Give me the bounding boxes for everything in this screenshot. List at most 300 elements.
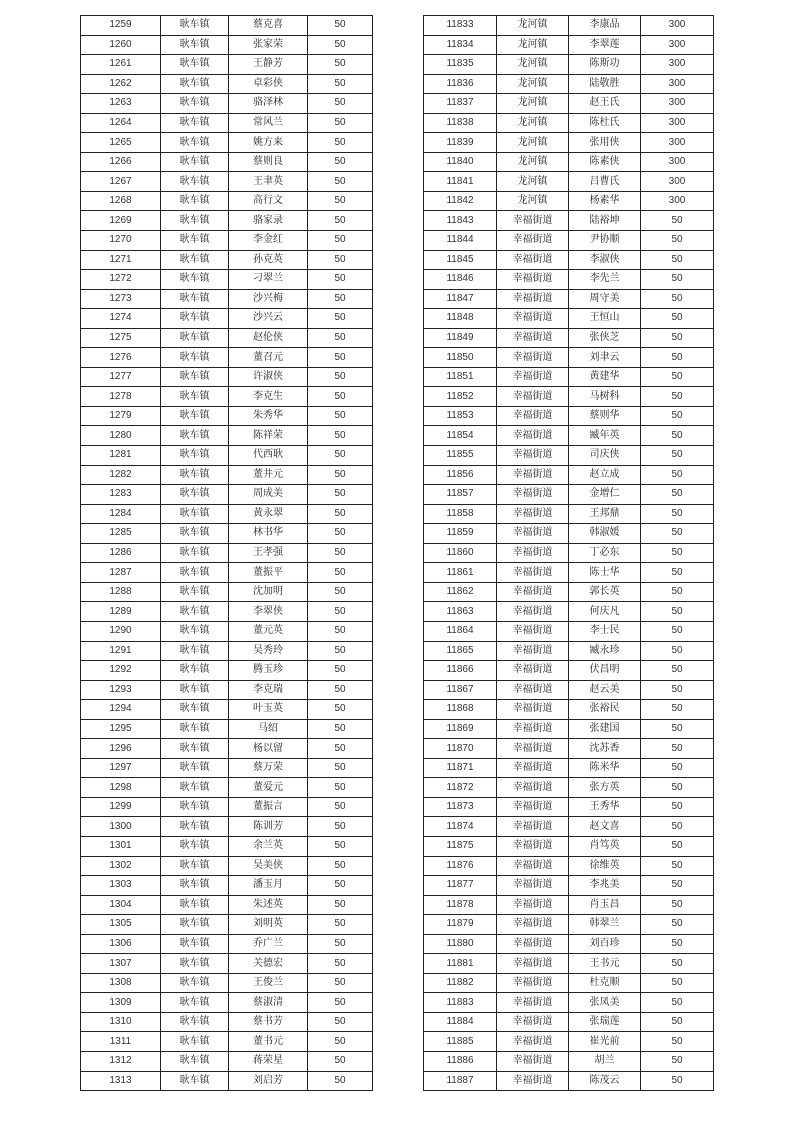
amount-cell: 50 [308, 817, 373, 837]
name-cell: 丁必东 [569, 543, 641, 563]
serial-number-cell: 1298 [81, 778, 161, 798]
amount-cell: 300 [641, 191, 714, 211]
table-row [424, 328, 714, 348]
name-cell: 赵伦侠 [229, 328, 308, 348]
amount-cell: 50 [308, 309, 373, 329]
town-cell: 幸福街道 [497, 270, 569, 290]
table-row [424, 602, 714, 622]
table-row [424, 446, 714, 466]
name-cell: 刘启芳 [229, 1071, 308, 1091]
serial-number-cell: 11846 [424, 270, 497, 290]
roster-table-right [423, 15, 714, 1091]
table-row [81, 35, 373, 55]
name-cell: 臧年英 [569, 426, 641, 446]
table-row [424, 250, 714, 270]
town-cell: 耿车镇 [161, 504, 229, 524]
table-row [424, 270, 714, 290]
table-row [81, 211, 373, 231]
table-row [81, 700, 373, 720]
town-cell: 龙河镇 [497, 35, 569, 55]
amount-cell: 50 [308, 641, 373, 661]
serial-number-cell: 11862 [424, 582, 497, 602]
amount-cell: 50 [308, 1051, 373, 1071]
table-row [81, 348, 373, 368]
name-cell: 肖笃英 [569, 836, 641, 856]
name-cell: 陈茂云 [569, 1071, 641, 1091]
serial-number-cell: 11839 [424, 133, 497, 153]
table-row [424, 172, 714, 192]
table-row [424, 543, 714, 563]
amount-cell: 50 [641, 563, 714, 583]
town-cell: 耿车镇 [161, 309, 229, 329]
town-cell: 幸福街道 [497, 661, 569, 681]
serial-number-cell: 1307 [81, 954, 161, 974]
serial-number-cell: 1310 [81, 1012, 161, 1032]
serial-number-cell: 11852 [424, 387, 497, 407]
amount-cell: 50 [641, 309, 714, 329]
town-cell: 耿车镇 [161, 1032, 229, 1052]
name-cell: 李翠莲 [569, 35, 641, 55]
amount-cell: 50 [641, 993, 714, 1013]
town-cell: 龙河镇 [497, 94, 569, 114]
amount-cell: 50 [308, 973, 373, 993]
name-cell: 吴美侠 [229, 856, 308, 876]
table-row [81, 758, 373, 778]
amount-cell: 50 [641, 387, 714, 407]
amount-cell: 50 [308, 406, 373, 426]
serial-number-cell: 1274 [81, 309, 161, 329]
amount-cell: 300 [641, 16, 714, 36]
name-cell: 何庆凡 [569, 602, 641, 622]
serial-number-cell: 1279 [81, 406, 161, 426]
table-row [424, 1012, 714, 1032]
table-row [81, 446, 373, 466]
serial-number-cell: 1277 [81, 367, 161, 387]
table-row [424, 836, 714, 856]
amount-cell: 50 [641, 797, 714, 817]
town-cell: 龙河镇 [497, 152, 569, 172]
town-cell: 耿车镇 [161, 915, 229, 935]
serial-number-cell: 1288 [81, 582, 161, 602]
serial-number-cell: 1289 [81, 602, 161, 622]
town-cell: 耿车镇 [161, 406, 229, 426]
town-cell: 幸福街道 [497, 328, 569, 348]
table-row [81, 524, 373, 544]
serial-number-cell: 1276 [81, 348, 161, 368]
name-cell: 沈加明 [229, 582, 308, 602]
town-cell: 幸福街道 [497, 1071, 569, 1091]
roster-table-left [80, 15, 373, 1091]
name-cell: 金增仁 [569, 485, 641, 505]
serial-number-cell: 11855 [424, 446, 497, 466]
amount-cell: 50 [308, 504, 373, 524]
name-cell: 张侠芝 [569, 328, 641, 348]
amount-cell: 50 [308, 485, 373, 505]
town-cell: 耿车镇 [161, 836, 229, 856]
serial-number-cell: 11870 [424, 739, 497, 759]
serial-number-cell: 11853 [424, 406, 497, 426]
town-cell: 耿车镇 [161, 172, 229, 192]
amount-cell: 50 [308, 1071, 373, 1091]
serial-number-cell: 1287 [81, 563, 161, 583]
serial-number-cell: 11850 [424, 348, 497, 368]
name-cell: 刘百珍 [569, 934, 641, 954]
town-cell: 幸福街道 [497, 856, 569, 876]
amount-cell: 50 [308, 895, 373, 915]
table-row [81, 876, 373, 896]
town-cell: 幸福街道 [497, 524, 569, 544]
town-cell: 龙河镇 [497, 133, 569, 153]
name-cell: 张瑞莲 [569, 1012, 641, 1032]
table-row [424, 133, 714, 153]
town-cell: 幸福街道 [497, 797, 569, 817]
name-cell: 尹协顺 [569, 231, 641, 251]
serial-number-cell: 11873 [424, 797, 497, 817]
serial-number-cell: 11869 [424, 719, 497, 739]
amount-cell: 50 [308, 1012, 373, 1032]
amount-cell: 300 [641, 113, 714, 133]
amount-cell: 50 [641, 1032, 714, 1052]
serial-number-cell: 1292 [81, 661, 161, 681]
town-cell: 幸福街道 [497, 367, 569, 387]
name-cell: 董振平 [229, 563, 308, 583]
town-cell: 幸福街道 [497, 387, 569, 407]
serial-number-cell: 11880 [424, 934, 497, 954]
town-cell: 幸福街道 [497, 543, 569, 563]
town-cell: 耿车镇 [161, 876, 229, 896]
serial-number-cell: 1293 [81, 680, 161, 700]
name-cell: 周成美 [229, 485, 308, 505]
name-cell: 关德宏 [229, 954, 308, 974]
table-row [424, 973, 714, 993]
town-cell: 耿车镇 [161, 1051, 229, 1071]
amount-cell: 50 [641, 641, 714, 661]
town-cell: 耿车镇 [161, 856, 229, 876]
amount-cell: 300 [641, 35, 714, 55]
town-cell: 耿车镇 [161, 231, 229, 251]
table-row [81, 504, 373, 524]
table-row [424, 954, 714, 974]
amount-cell: 50 [308, 661, 373, 681]
amount-cell: 50 [641, 406, 714, 426]
name-cell: 李淑侠 [569, 250, 641, 270]
name-cell: 李金红 [229, 231, 308, 251]
serial-number-cell: 1299 [81, 797, 161, 817]
town-cell: 耿车镇 [161, 270, 229, 290]
table-row [81, 739, 373, 759]
town-cell: 幸福街道 [497, 719, 569, 739]
table-row [424, 55, 714, 75]
name-cell: 王邦鼎 [569, 504, 641, 524]
serial-number-cell: 11871 [424, 758, 497, 778]
serial-number-cell: 1271 [81, 250, 161, 270]
name-cell: 董井元 [229, 465, 308, 485]
table-row [81, 680, 373, 700]
table-row [424, 113, 714, 133]
name-cell: 陈米华 [569, 758, 641, 778]
town-cell: 幸福街道 [497, 582, 569, 602]
table-row [81, 74, 373, 94]
town-cell: 幸福街道 [497, 211, 569, 231]
name-cell: 肖玉昌 [569, 895, 641, 915]
serial-number-cell: 11845 [424, 250, 497, 270]
table-row [81, 328, 373, 348]
serial-number-cell: 1265 [81, 133, 161, 153]
town-cell: 幸福街道 [497, 446, 569, 466]
town-cell: 耿车镇 [161, 446, 229, 466]
table-row [81, 915, 373, 935]
amount-cell: 50 [641, 485, 714, 505]
serial-number-cell: 11841 [424, 172, 497, 192]
name-cell: 李克生 [229, 387, 308, 407]
table-row [81, 406, 373, 426]
town-cell: 耿车镇 [161, 55, 229, 75]
amount-cell: 50 [308, 797, 373, 817]
serial-number-cell: 1268 [81, 191, 161, 211]
table-row [424, 1051, 714, 1071]
table-row [81, 582, 373, 602]
table-row [81, 1051, 373, 1071]
amount-cell: 50 [308, 602, 373, 622]
amount-cell: 300 [641, 94, 714, 114]
table-row [81, 231, 373, 251]
amount-cell: 50 [641, 700, 714, 720]
amount-cell: 50 [308, 700, 373, 720]
town-cell: 耿车镇 [161, 543, 229, 563]
town-cell: 耿车镇 [161, 465, 229, 485]
name-cell: 姚方来 [229, 133, 308, 153]
name-cell: 杨以留 [229, 739, 308, 759]
town-cell: 耿车镇 [161, 524, 229, 544]
table-row [424, 1032, 714, 1052]
serial-number-cell: 11886 [424, 1051, 497, 1071]
serial-number-cell: 1263 [81, 94, 161, 114]
name-cell: 腾玉珍 [229, 661, 308, 681]
serial-number-cell: 11840 [424, 152, 497, 172]
table-row [81, 133, 373, 153]
serial-number-cell: 1281 [81, 446, 161, 466]
serial-number-cell: 11833 [424, 16, 497, 36]
amount-cell: 50 [308, 133, 373, 153]
amount-cell: 300 [641, 152, 714, 172]
town-cell: 幸福街道 [497, 1012, 569, 1032]
amount-cell: 300 [641, 55, 714, 75]
table-row [424, 582, 714, 602]
serial-number-cell: 1312 [81, 1051, 161, 1071]
serial-number-cell: 11884 [424, 1012, 497, 1032]
serial-number-cell: 1273 [81, 289, 161, 309]
table-row [424, 524, 714, 544]
town-cell: 耿车镇 [161, 817, 229, 837]
amount-cell: 50 [308, 739, 373, 759]
amount-cell: 50 [308, 524, 373, 544]
amount-cell: 50 [308, 915, 373, 935]
serial-number-cell: 11866 [424, 661, 497, 681]
town-cell: 幸福街道 [497, 504, 569, 524]
amount-cell: 50 [641, 270, 714, 290]
table-row [81, 719, 373, 739]
amount-cell: 50 [308, 16, 373, 36]
name-cell: 郭长英 [569, 582, 641, 602]
name-cell: 陈祥荣 [229, 426, 308, 446]
town-cell: 耿车镇 [161, 94, 229, 114]
town-cell: 幸福街道 [497, 1032, 569, 1052]
name-cell: 刘聿云 [569, 348, 641, 368]
table-row [81, 1012, 373, 1032]
serial-number-cell: 1311 [81, 1032, 161, 1052]
table-row [424, 504, 714, 524]
amount-cell: 50 [641, 836, 714, 856]
town-cell: 耿车镇 [161, 35, 229, 55]
name-cell: 张方英 [569, 778, 641, 798]
amount-cell: 50 [308, 172, 373, 192]
table-row [81, 16, 373, 36]
town-cell: 幸福街道 [497, 778, 569, 798]
table-row [424, 35, 714, 55]
name-cell: 伏昌明 [569, 661, 641, 681]
amount-cell: 50 [641, 661, 714, 681]
name-cell: 马绍 [229, 719, 308, 739]
name-cell: 沙兴云 [229, 309, 308, 329]
serial-number-cell: 11877 [424, 876, 497, 896]
town-cell: 耿车镇 [161, 739, 229, 759]
amount-cell: 50 [641, 856, 714, 876]
town-cell: 幸福街道 [497, 465, 569, 485]
amount-cell: 50 [641, 1051, 714, 1071]
table-row [81, 563, 373, 583]
amount-cell: 50 [641, 1071, 714, 1091]
serial-number-cell: 11834 [424, 35, 497, 55]
serial-number-cell: 1308 [81, 973, 161, 993]
town-cell: 耿车镇 [161, 485, 229, 505]
name-cell: 代西耿 [229, 446, 308, 466]
serial-number-cell: 11863 [424, 602, 497, 622]
table-row [81, 94, 373, 114]
town-cell: 幸福街道 [497, 876, 569, 896]
amount-cell: 50 [308, 543, 373, 563]
town-cell: 幸福街道 [497, 348, 569, 368]
name-cell: 许淑侠 [229, 367, 308, 387]
name-cell: 林书华 [229, 524, 308, 544]
name-cell: 蔡书芳 [229, 1012, 308, 1032]
table-row [81, 152, 373, 172]
amount-cell: 50 [308, 289, 373, 309]
town-cell: 龙河镇 [497, 172, 569, 192]
name-cell: 董振言 [229, 797, 308, 817]
amount-cell: 50 [308, 621, 373, 641]
name-cell: 李兆美 [569, 876, 641, 896]
town-cell: 幸福街道 [497, 309, 569, 329]
amount-cell: 50 [308, 387, 373, 407]
amount-cell: 50 [641, 934, 714, 954]
amount-cell: 300 [641, 133, 714, 153]
name-cell: 刁翠兰 [229, 270, 308, 290]
amount-cell: 50 [308, 836, 373, 856]
town-cell: 幸福街道 [497, 915, 569, 935]
amount-cell: 50 [641, 817, 714, 837]
name-cell: 沙兴梅 [229, 289, 308, 309]
name-cell: 黄建华 [569, 367, 641, 387]
serial-number-cell: 1285 [81, 524, 161, 544]
town-cell: 幸福街道 [497, 289, 569, 309]
table-row [424, 700, 714, 720]
town-cell: 耿车镇 [161, 328, 229, 348]
town-cell: 幸福街道 [497, 758, 569, 778]
table-row [424, 309, 714, 329]
name-cell: 沈苏香 [569, 739, 641, 759]
amount-cell: 50 [308, 231, 373, 251]
table-row [81, 289, 373, 309]
name-cell: 蔡则良 [229, 152, 308, 172]
name-cell: 王俊兰 [229, 973, 308, 993]
town-cell: 幸福街道 [497, 602, 569, 622]
amount-cell: 50 [308, 934, 373, 954]
table-row [424, 426, 714, 446]
name-cell: 张家荣 [229, 35, 308, 55]
name-cell: 臧永珍 [569, 641, 641, 661]
serial-number-cell: 1286 [81, 543, 161, 563]
town-cell: 耿车镇 [161, 661, 229, 681]
name-cell: 杜克顺 [569, 973, 641, 993]
table-row [424, 465, 714, 485]
amount-cell: 50 [308, 152, 373, 172]
name-cell: 骆泽林 [229, 94, 308, 114]
serial-number-cell: 11837 [424, 94, 497, 114]
town-cell: 幸福街道 [497, 993, 569, 1013]
town-cell: 耿车镇 [161, 973, 229, 993]
town-cell: 幸福街道 [497, 485, 569, 505]
town-cell: 幸福街道 [497, 700, 569, 720]
name-cell: 常风兰 [229, 113, 308, 133]
town-cell: 耿车镇 [161, 348, 229, 368]
town-cell: 幸福街道 [497, 680, 569, 700]
amount-cell: 50 [308, 993, 373, 1013]
name-cell: 赵云美 [569, 680, 641, 700]
table-row [81, 895, 373, 915]
serial-number-cell: 11849 [424, 328, 497, 348]
town-cell: 耿车镇 [161, 152, 229, 172]
town-cell: 耿车镇 [161, 289, 229, 309]
amount-cell: 50 [641, 250, 714, 270]
town-cell: 耿车镇 [161, 133, 229, 153]
name-cell: 李先兰 [569, 270, 641, 290]
amount-cell: 50 [641, 289, 714, 309]
serial-number-cell: 11851 [424, 367, 497, 387]
amount-cell: 50 [308, 328, 373, 348]
name-cell: 陈训芳 [229, 817, 308, 837]
name-cell: 陆裕坤 [569, 211, 641, 231]
town-cell: 耿车镇 [161, 250, 229, 270]
amount-cell: 50 [641, 582, 714, 602]
table-row [81, 934, 373, 954]
serial-number-cell: 11883 [424, 993, 497, 1013]
serial-number-cell: 1275 [81, 328, 161, 348]
name-cell: 蔡万荣 [229, 758, 308, 778]
serial-number-cell: 11843 [424, 211, 497, 231]
amount-cell: 50 [641, 680, 714, 700]
serial-number-cell: 11856 [424, 465, 497, 485]
serial-number-cell: 1305 [81, 915, 161, 935]
serial-number-cell: 1304 [81, 895, 161, 915]
amount-cell: 50 [641, 367, 714, 387]
table-row [424, 797, 714, 817]
amount-cell: 50 [308, 1032, 373, 1052]
town-cell: 耿车镇 [161, 1012, 229, 1032]
table-row [81, 797, 373, 817]
amount-cell: 50 [641, 778, 714, 798]
name-cell: 王静芳 [229, 55, 308, 75]
table-row [424, 621, 714, 641]
